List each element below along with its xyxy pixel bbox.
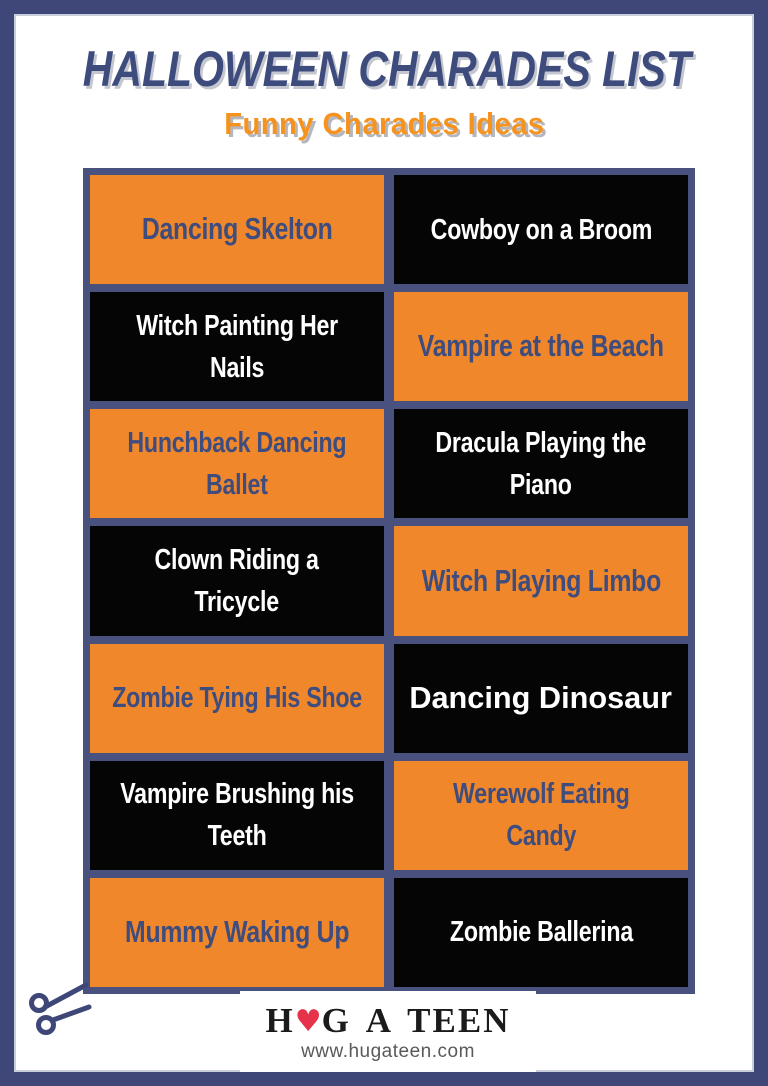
charade-label: Dancing Skelton xyxy=(141,211,333,247)
charade-cell-6 xyxy=(394,409,688,518)
charade-cell-8 xyxy=(394,526,688,635)
flyer-content xyxy=(14,14,754,1072)
subheader xyxy=(16,106,752,142)
charade-label: Werewolf Eating Candy xyxy=(452,778,630,853)
charade-cell-11 xyxy=(90,761,384,870)
website-url: www.hugateen.com xyxy=(301,1041,475,1062)
charade-label: Cowboy on a Broom xyxy=(430,213,652,246)
footer-logo-box xyxy=(240,991,536,1074)
logo-prefix: H xyxy=(265,1001,295,1040)
logo-suffix: G A TEEN xyxy=(321,1001,511,1040)
heart-icon: ♥ xyxy=(294,1004,322,1039)
charade-label: Zombie Tying His Shoe xyxy=(112,682,362,715)
charade-label: Witch Playing Limbo xyxy=(421,562,661,598)
charade-cell-14 xyxy=(394,878,688,987)
charade-cell-12 xyxy=(394,761,688,870)
scissors-icon xyxy=(26,976,96,1038)
charade-cell-9 xyxy=(90,644,384,753)
page-title: HALLOWEEN CHARADES LIST xyxy=(82,41,691,97)
charade-label: Witch Painting Her Nails xyxy=(136,309,338,384)
charade-label: Vampire Brushing his Teeth xyxy=(120,778,354,853)
charade-label: Mummy Waking Up xyxy=(124,913,350,949)
charade-label: Dancing Dinosaur xyxy=(409,679,673,715)
charades-grid xyxy=(83,168,695,994)
charade-cell-4 xyxy=(394,292,688,401)
page-subtitle: Funny Charades Ideas xyxy=(223,106,545,141)
charade-cell-2 xyxy=(394,175,688,284)
charade-label: Vampire at the Beach xyxy=(417,328,665,364)
charade-cell-1 xyxy=(90,175,384,284)
charade-label: Clown Riding a Tricycle xyxy=(154,543,320,618)
charade-label: Zombie Ballerina xyxy=(449,916,633,949)
charade-cell-5 xyxy=(90,409,384,518)
charade-cell-13 xyxy=(90,878,384,987)
header xyxy=(16,40,752,98)
charade-label: Dracula Playing the Piano xyxy=(435,426,647,501)
charade-cell-10 xyxy=(394,644,688,753)
brand-logo xyxy=(240,1003,536,1038)
charade-cell-3 xyxy=(90,292,384,401)
charade-cell-7 xyxy=(90,526,384,635)
charade-label: Hunchback Dancing Ballet xyxy=(127,426,347,501)
